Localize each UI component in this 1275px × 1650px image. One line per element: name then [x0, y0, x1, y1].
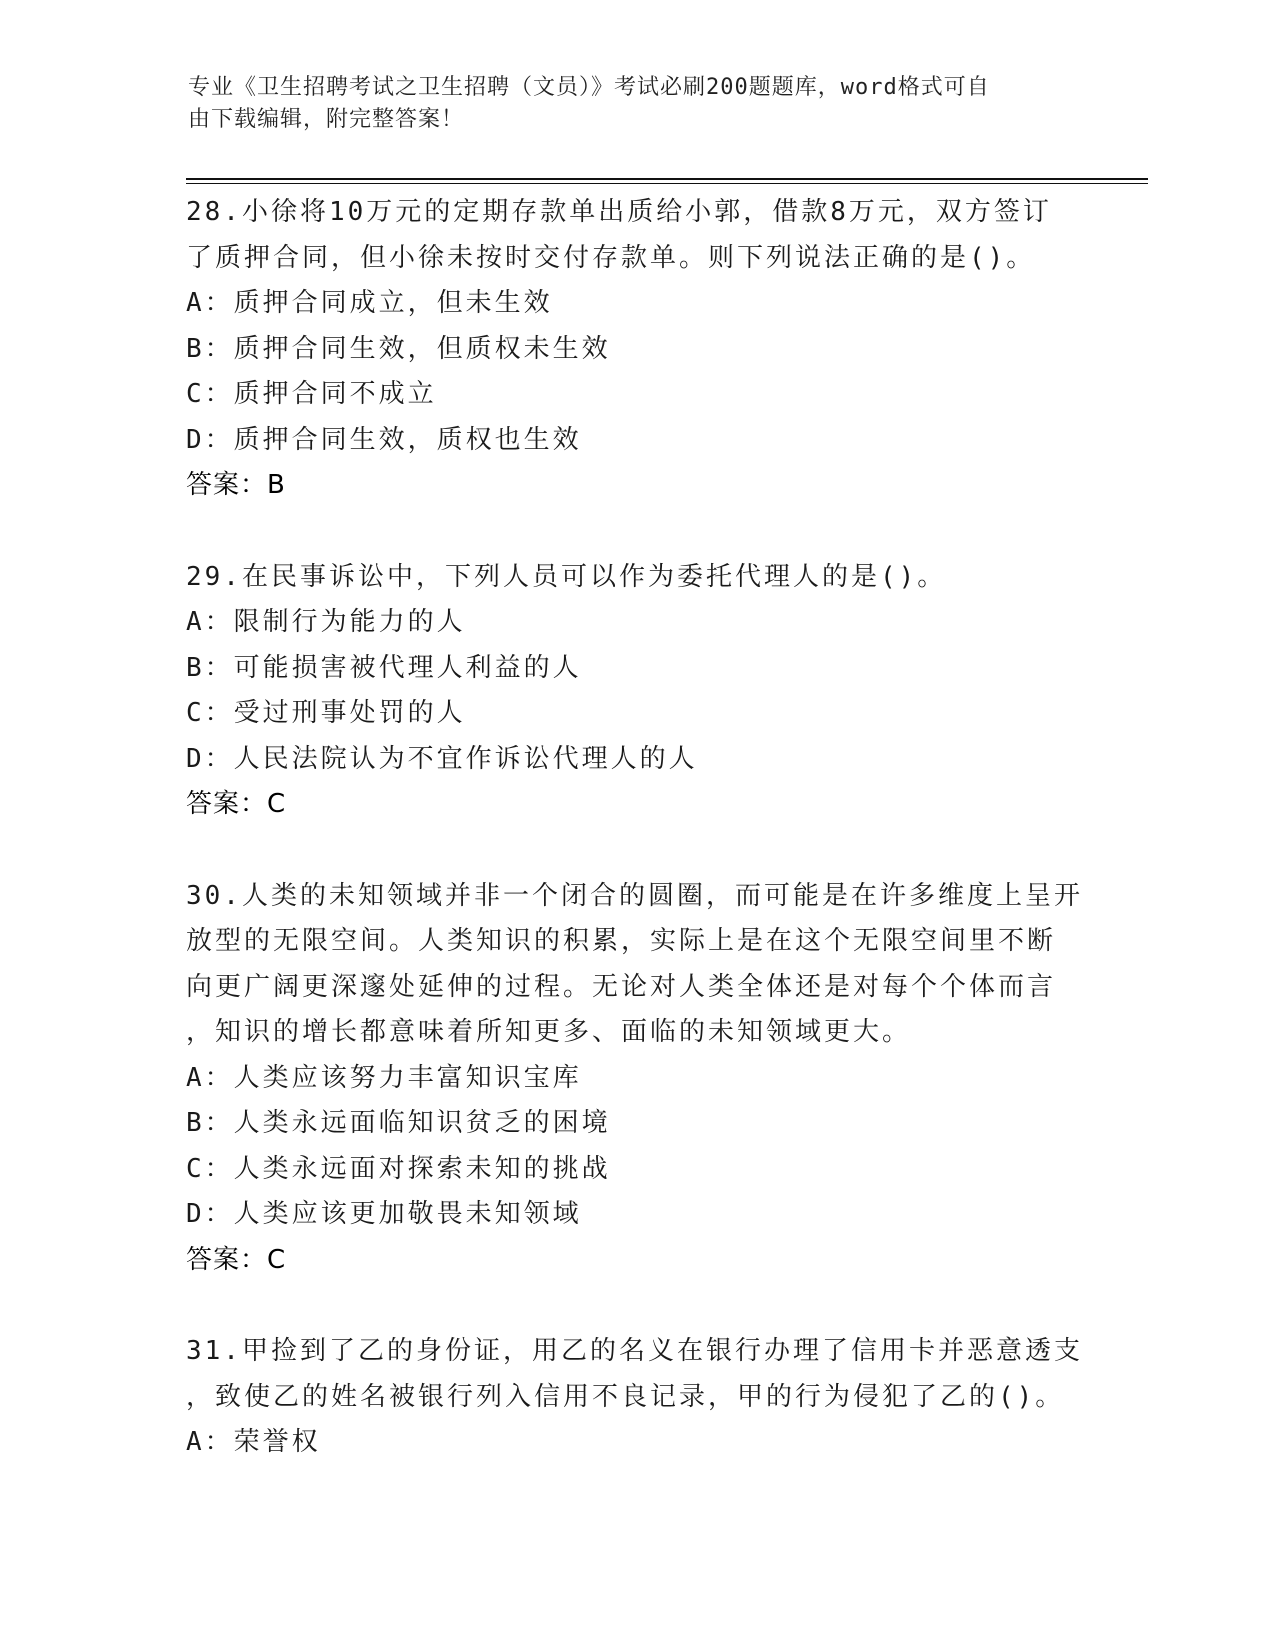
question-stem-line: ，致使乙的姓名被银行列入信用不良记录，甲的行为侵犯了乙的()。: [186, 1381, 1065, 1412]
question-31: [186, 1329, 1086, 1466]
question-28: [186, 190, 1086, 509]
option-c: C：受过刑事处罚的人: [186, 698, 466, 728]
header-line: 专业《卫生招聘考试之卫生招聘（文员）》考试必刷200题题库，word格式可自: [188, 75, 990, 100]
question-stem-line: 28.小徐将10万元的定期存款单出质给小郭，借款8万元，双方签订: [186, 197, 1052, 227]
option-d: D：质押合同生效，质权也生效: [186, 424, 582, 455]
question-stem-line: 放型的无限空间。人类知识的积累，实际上是在这个无限空间里不断: [186, 926, 1057, 956]
option-b: B：可能损害被代理人利益的人: [186, 652, 582, 683]
answer: 答案：C: [186, 789, 287, 819]
option-d: D：人民法院认为不宜作诉讼代理人的人: [186, 743, 698, 774]
question-29: [186, 555, 1086, 828]
option-a: A：限制行为能力的人: [186, 607, 466, 637]
option-a: A：人类应该努力丰富知识宝库: [186, 1062, 582, 1093]
header-line: 由下载编辑，附完整答案！: [188, 107, 465, 132]
question-stem-line: 向更广阔更深邃处延伸的过程。无论对人类全体还是对每个个体而言: [186, 971, 1057, 1002]
document-header: [188, 72, 1068, 136]
header-rule-thin: [186, 183, 1148, 184]
option-a: A：荣誉权: [186, 1427, 321, 1457]
option-b: B：质押合同生效，但质权未生效: [186, 333, 611, 364]
option-c: C：质押合同不成立: [186, 379, 437, 409]
question-stem-line: 30.人类的未知领域并非一个闭合的圆圈，而可能是在许多维度上呈开: [186, 880, 1083, 911]
question-stem-line: ，知识的增长都意味着所知更多、面临的未知领域更大。: [186, 1017, 912, 1047]
option-d: D：人类应该更加敬畏未知领域: [186, 1199, 582, 1229]
answer: 答案：B: [186, 470, 286, 500]
question-stem-line: 31.甲捡到了乙的身份证，用乙的名义在银行办理了信用卡并恶意透支: [186, 1336, 1083, 1366]
option-c: C：人类永远面对探索未知的挑战: [186, 1153, 611, 1184]
question-stem-line: 了质押合同，但小徐未按时交付存款单。则下列说法正确的是()。: [186, 242, 1036, 273]
header-rule: [186, 178, 1148, 180]
question-list: [186, 190, 1086, 1512]
question-stem-line: 29.在民事诉讼中，下列人员可以作为委托代理人的是()。: [186, 561, 947, 592]
answer: 答案：C: [186, 1244, 287, 1275]
option-b: B：人类永远面临知识贫乏的困境: [186, 1108, 611, 1138]
option-a: A：质押合同成立，但未生效: [186, 288, 553, 318]
question-30: [186, 874, 1086, 1284]
